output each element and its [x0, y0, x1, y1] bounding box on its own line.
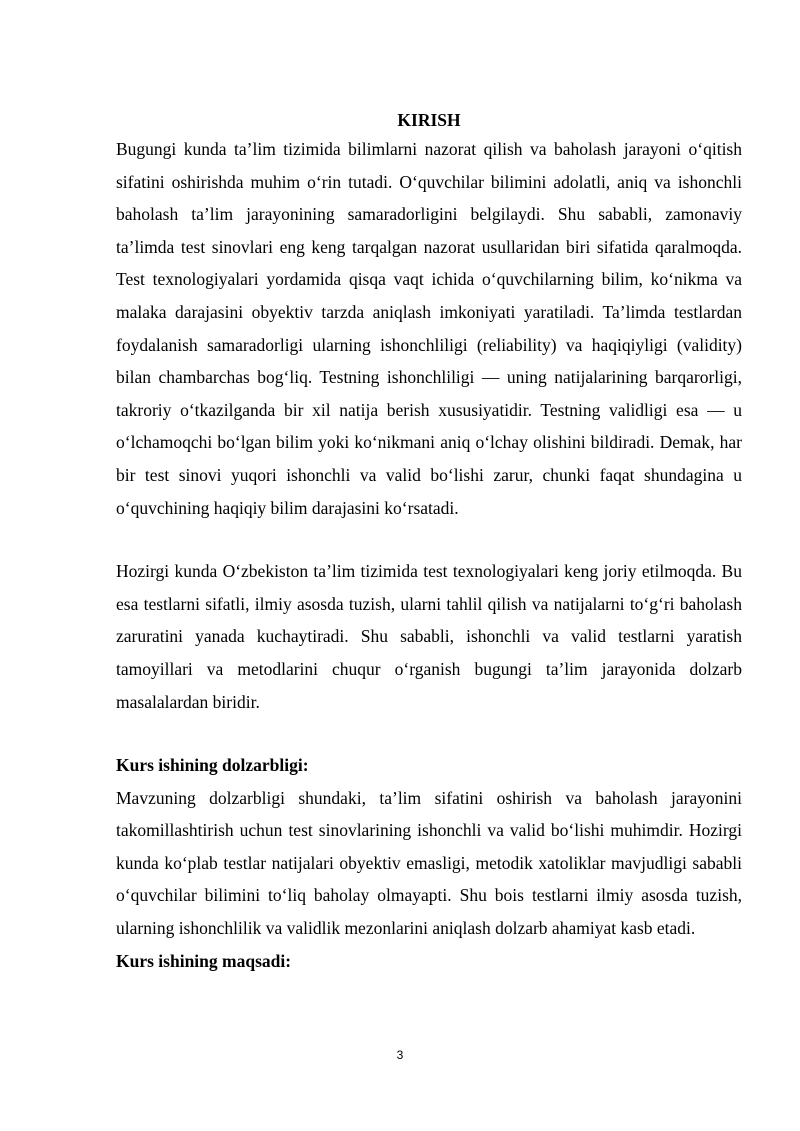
section-heading: KIRISH: [397, 110, 461, 130]
intro-paragraph: Bugungi kunda ta’lim tizimida bilimlarni nazorat qilish va baholash jarayoni o‘qitish sifatini oshirishda muhim o‘rin tutadi. O‘quvchilar bilimini adolatli, aniq va ishonchli baholash ta’lim jarayonining samaradorligini belgilaydi. Shu sababli, zamonaviy ta’limda test sinovlari eng keng tarqalgan nazorat usullaridan biri sifatida qaralmoqda. Test texnologiyalari yordamida qisqa vaqt ichida o‘quvchilarning bilim, ko‘nikma va malaka darajasini obyektiv tarzda aniqlash imkoniyati yaratiladi. Ta’limda testlardan foydalanish samaradorligi ularning ishonchliligi (reliability) va haqiqiyligi (validity) bilan chambarchas bog‘liq. Testning ishonchliligi — uning natijalarining barqarorligi, takroriy o‘tkazilganda bir xil natija berish xususiyatidir. Testning validligi esa — u o‘lchamoqchi bo‘lgan bilim yoki ko‘nikmani aniq o‘lchay olishini bildiradi. Demak, har bir test sinovi yuqori ishonchli va valid bo‘lishi zarur, chunki faqat shundagina u o‘quvchining haqiqiy bilim darajasini ko‘rsatadi.: [116, 139, 742, 518]
relevance-subheading: Kurs ishining dolzarbligi:: [116, 755, 309, 776]
paragraph-spacer: [116, 718, 742, 749]
paragraph-spacer: [116, 524, 742, 555]
uzbekistan-paragraph: Hozirgi kunda O‘zbekiston ta’lim tizimida test texnologiyalari keng joriy etilmoqda. Bu esa testlarni sifatli, ilmiy asosda tuzish, ularni tahlil qilish va natijalarni to‘g‘ri baholash zaruratini yanada kuchaytiradi. Shu sababli, ishonchli va valid testlarni yaratish tamoyillari va metodlarini chuqur o‘rganish bugungi ta’lim jarayonida dolzarb masalalardan biridir.: [116, 561, 742, 712]
page-number: 3: [396, 1048, 404, 1062]
relevance-paragraph: Mavzuning dolzarbligi shundaki, ta’lim sifatini oshirish va baholash jarayonini takomillashtirish uchun test sinovlarining ishonchli va valid bo‘lishi muhimdir. Hozirgi kunda ko‘plab testlar natijalari obyektiv emasligi, metodik xatoliklar mavjudligi sababli o‘quvchilar bilimini to‘liq baholay olmayapti. Shu bois testlarni ilmiy asosda tuzish, ularning ishonchlilik va validlik mezonlarini aniqlash dolzarb ahamiyat kasb etadi.: [116, 787, 742, 939]
page-content: [116, 108, 742, 977]
goal-subheading: Kurs ishining maqsadi:: [116, 950, 292, 971]
